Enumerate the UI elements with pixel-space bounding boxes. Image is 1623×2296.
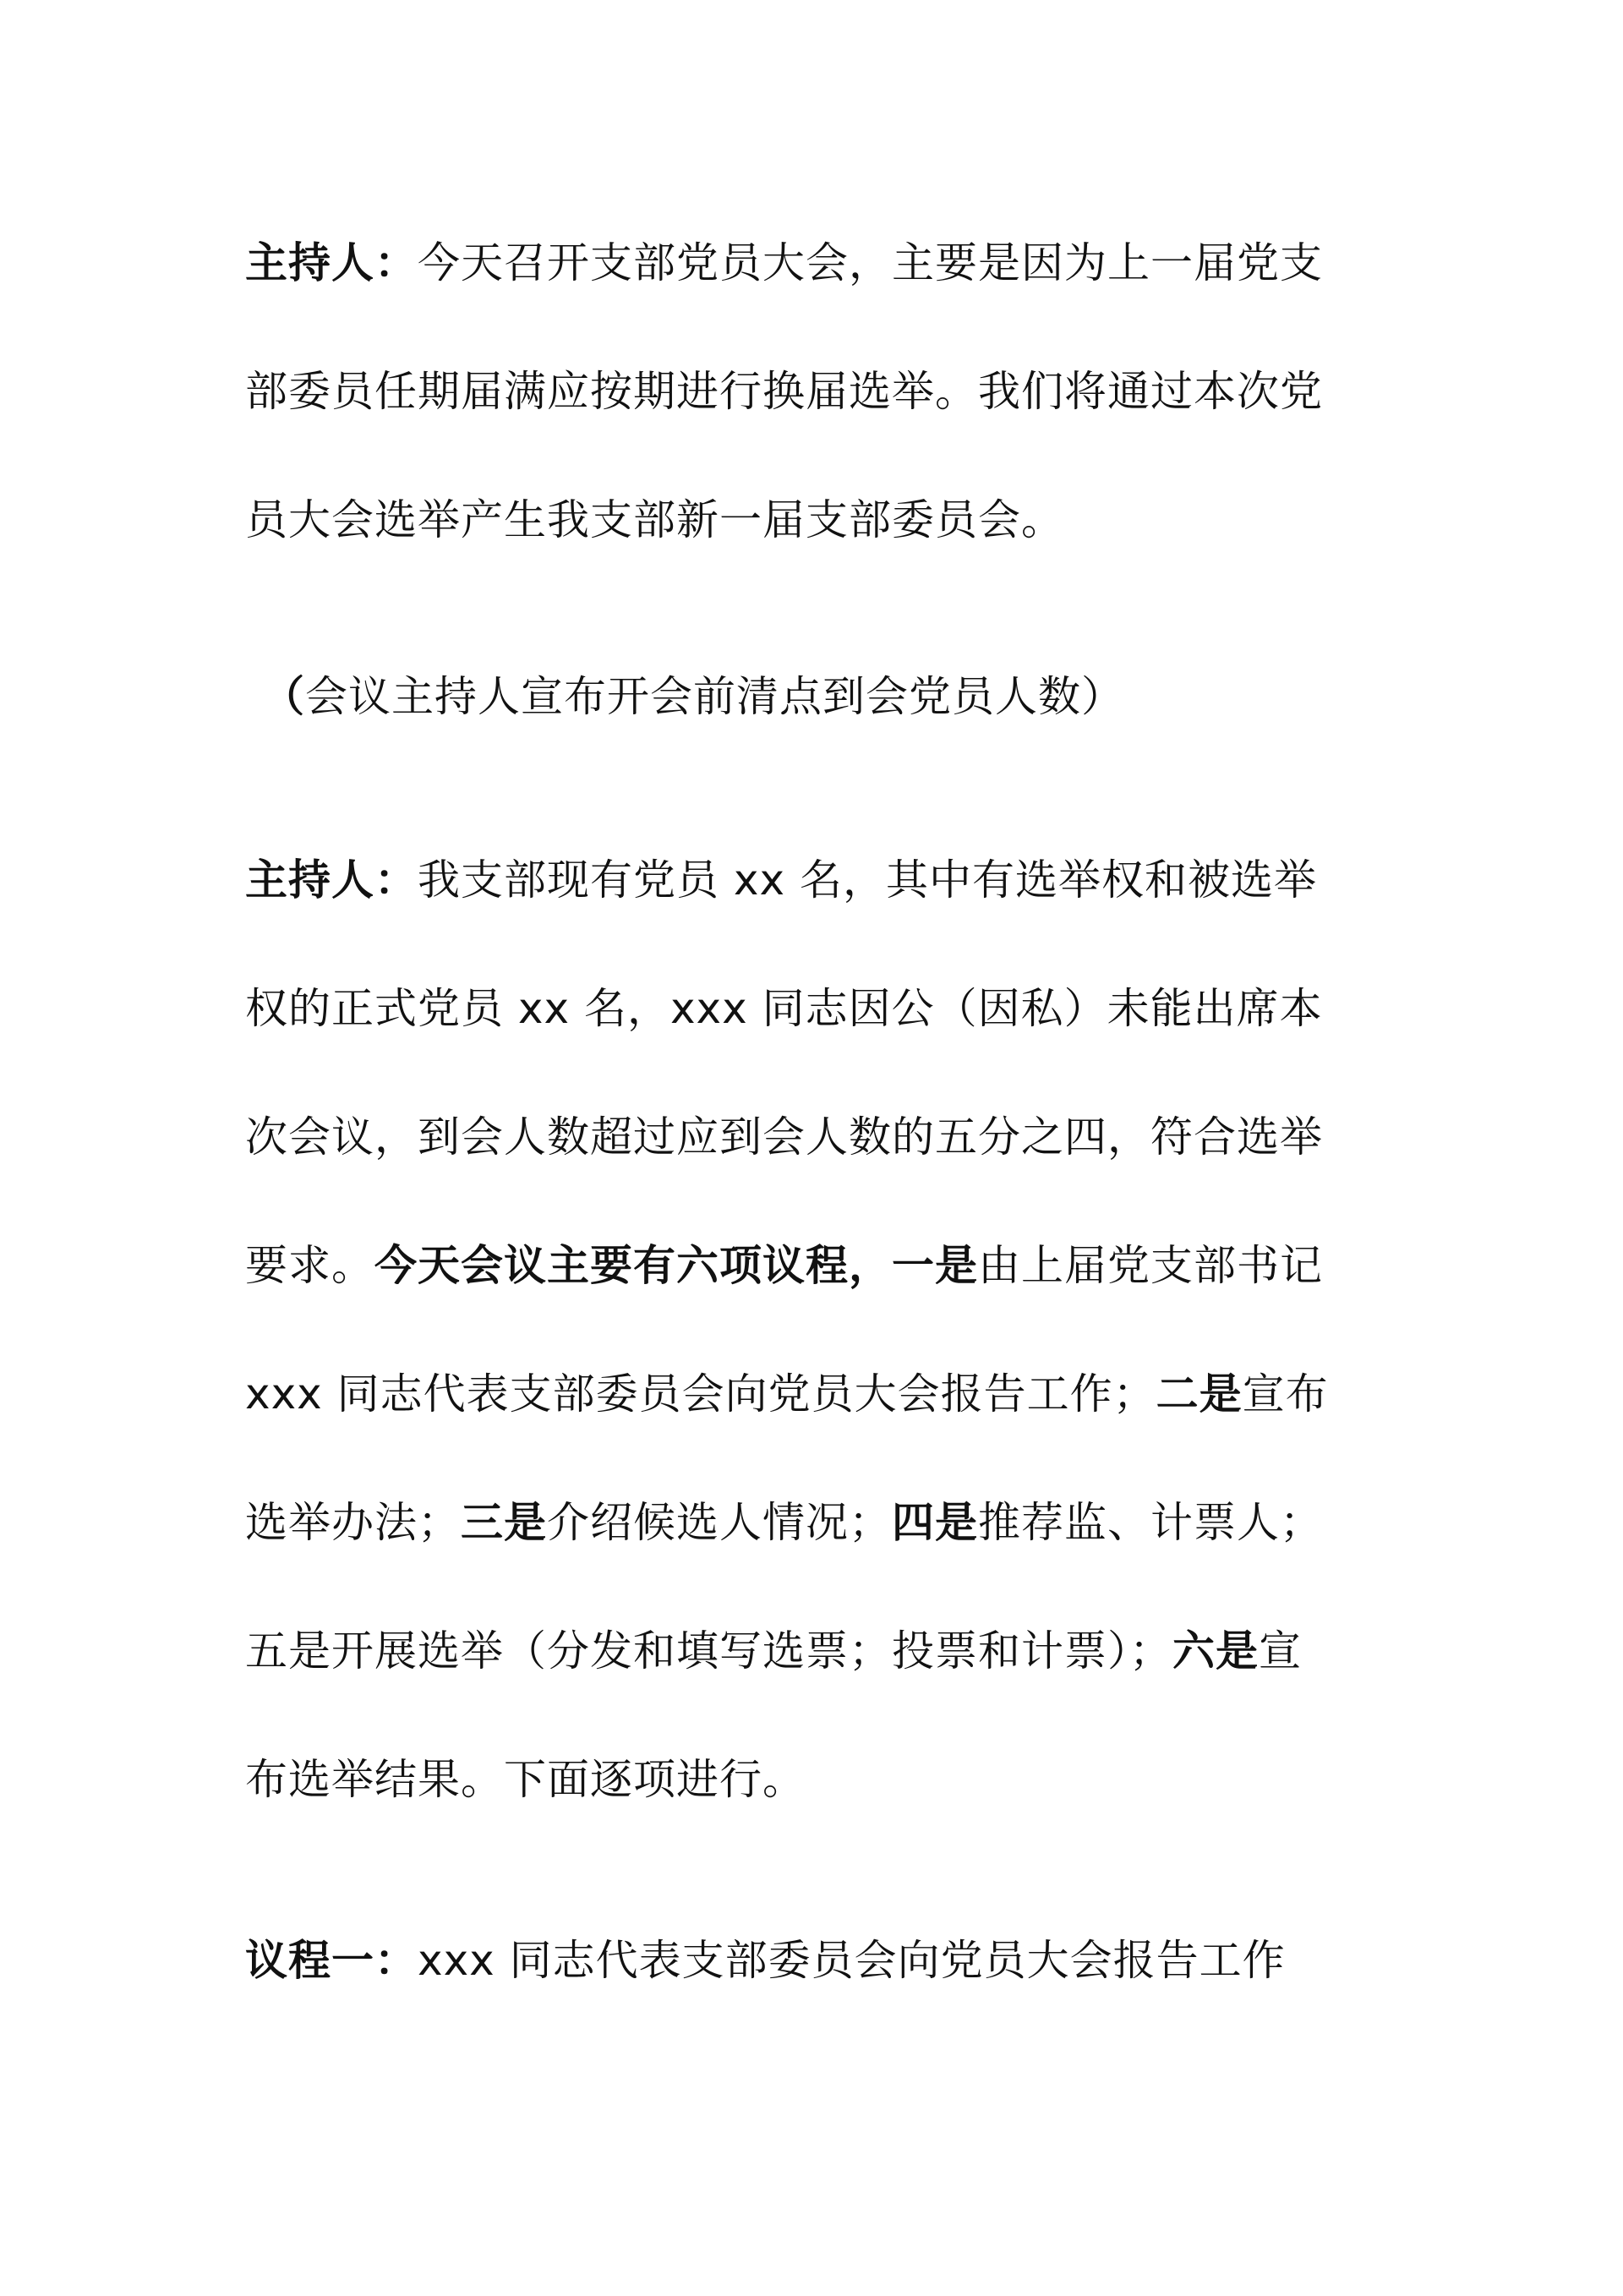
text-run: xxx 同志代表支部委员会向党员大会报告工作； [245, 1369, 1156, 1419]
text-run: 选举办法； [245, 1498, 461, 1547]
agenda-marker-2: 二是 [1156, 1369, 1243, 1419]
agenda-marker-6: 六是 [1172, 1626, 1259, 1676]
text-run: 布选举结果。下面逐项进行。 [245, 1755, 806, 1804]
text-run: xxx 同志代表支部委员会向党员大会报告工作 [418, 1936, 1286, 1985]
text-run: 权的正式党员 xx 名，xxx 同志因公（因私）未能出席本 [245, 984, 1323, 1033]
text-line [245, 1896, 1412, 2025]
open-paren: （ [262, 672, 305, 721]
host-agenda-paragraph [245, 816, 1412, 1844]
text-run: 今天召开支部党员大会，主要是因为上一届党支 [418, 238, 1323, 287]
text-run: 推荐监、计票人； [978, 1498, 1323, 1547]
text-line [245, 1587, 1412, 1715]
text-line [245, 816, 1412, 944]
text-run: 宣 [1259, 1626, 1302, 1676]
text-line [245, 1715, 1412, 1844]
text-line [245, 327, 1412, 456]
agenda-intro-bold: 今天会议主要有六项议程，一是 [374, 1241, 978, 1290]
text-run: 次会议，到会人数超过应到会人数的五分之四，符合选举 [245, 1112, 1323, 1162]
text-run: 宣布 [1242, 1369, 1329, 1419]
text-line [245, 1458, 1412, 1587]
text-run: 员大会选举产生我支部新一届支部委员会。 [245, 495, 1064, 544]
text-line [245, 1330, 1412, 1458]
text-line [245, 1201, 1412, 1330]
text-line [245, 456, 1412, 584]
text-run: 介绍候选人情况； [547, 1498, 892, 1547]
text-line [245, 199, 1412, 327]
text-run: 部委员任期届满应按期进行换届选举。我们将通过本次党 [245, 367, 1323, 416]
text-line [245, 1073, 1412, 1201]
agenda-label: 议程一： [245, 1936, 418, 1985]
text-run: 要求。 [245, 1241, 374, 1290]
agenda-marker-4: 四是 [892, 1498, 978, 1547]
text-line [262, 632, 1429, 761]
agenda-item-one-heading [245, 1896, 1412, 2025]
speaker-label: 主持人： [245, 238, 418, 287]
text-run: 我支部现有党员 xx 名，其中有选举权和被选举 [418, 856, 1317, 905]
host-opening-paragraph [245, 199, 1412, 584]
text-run: 会议主持人宣布开会前清点到会党员人数） [305, 672, 1124, 721]
text-run: 由上届党支部书记 [978, 1241, 1323, 1290]
text-run: 五是开展选举（分发和填写选票；投票和计票）； [245, 1626, 1172, 1676]
speaker-label: 主持人： [245, 856, 418, 905]
text-line [245, 944, 1412, 1073]
agenda-marker-3: 三是 [461, 1498, 547, 1547]
stage-direction-paragraph [262, 632, 1429, 761]
